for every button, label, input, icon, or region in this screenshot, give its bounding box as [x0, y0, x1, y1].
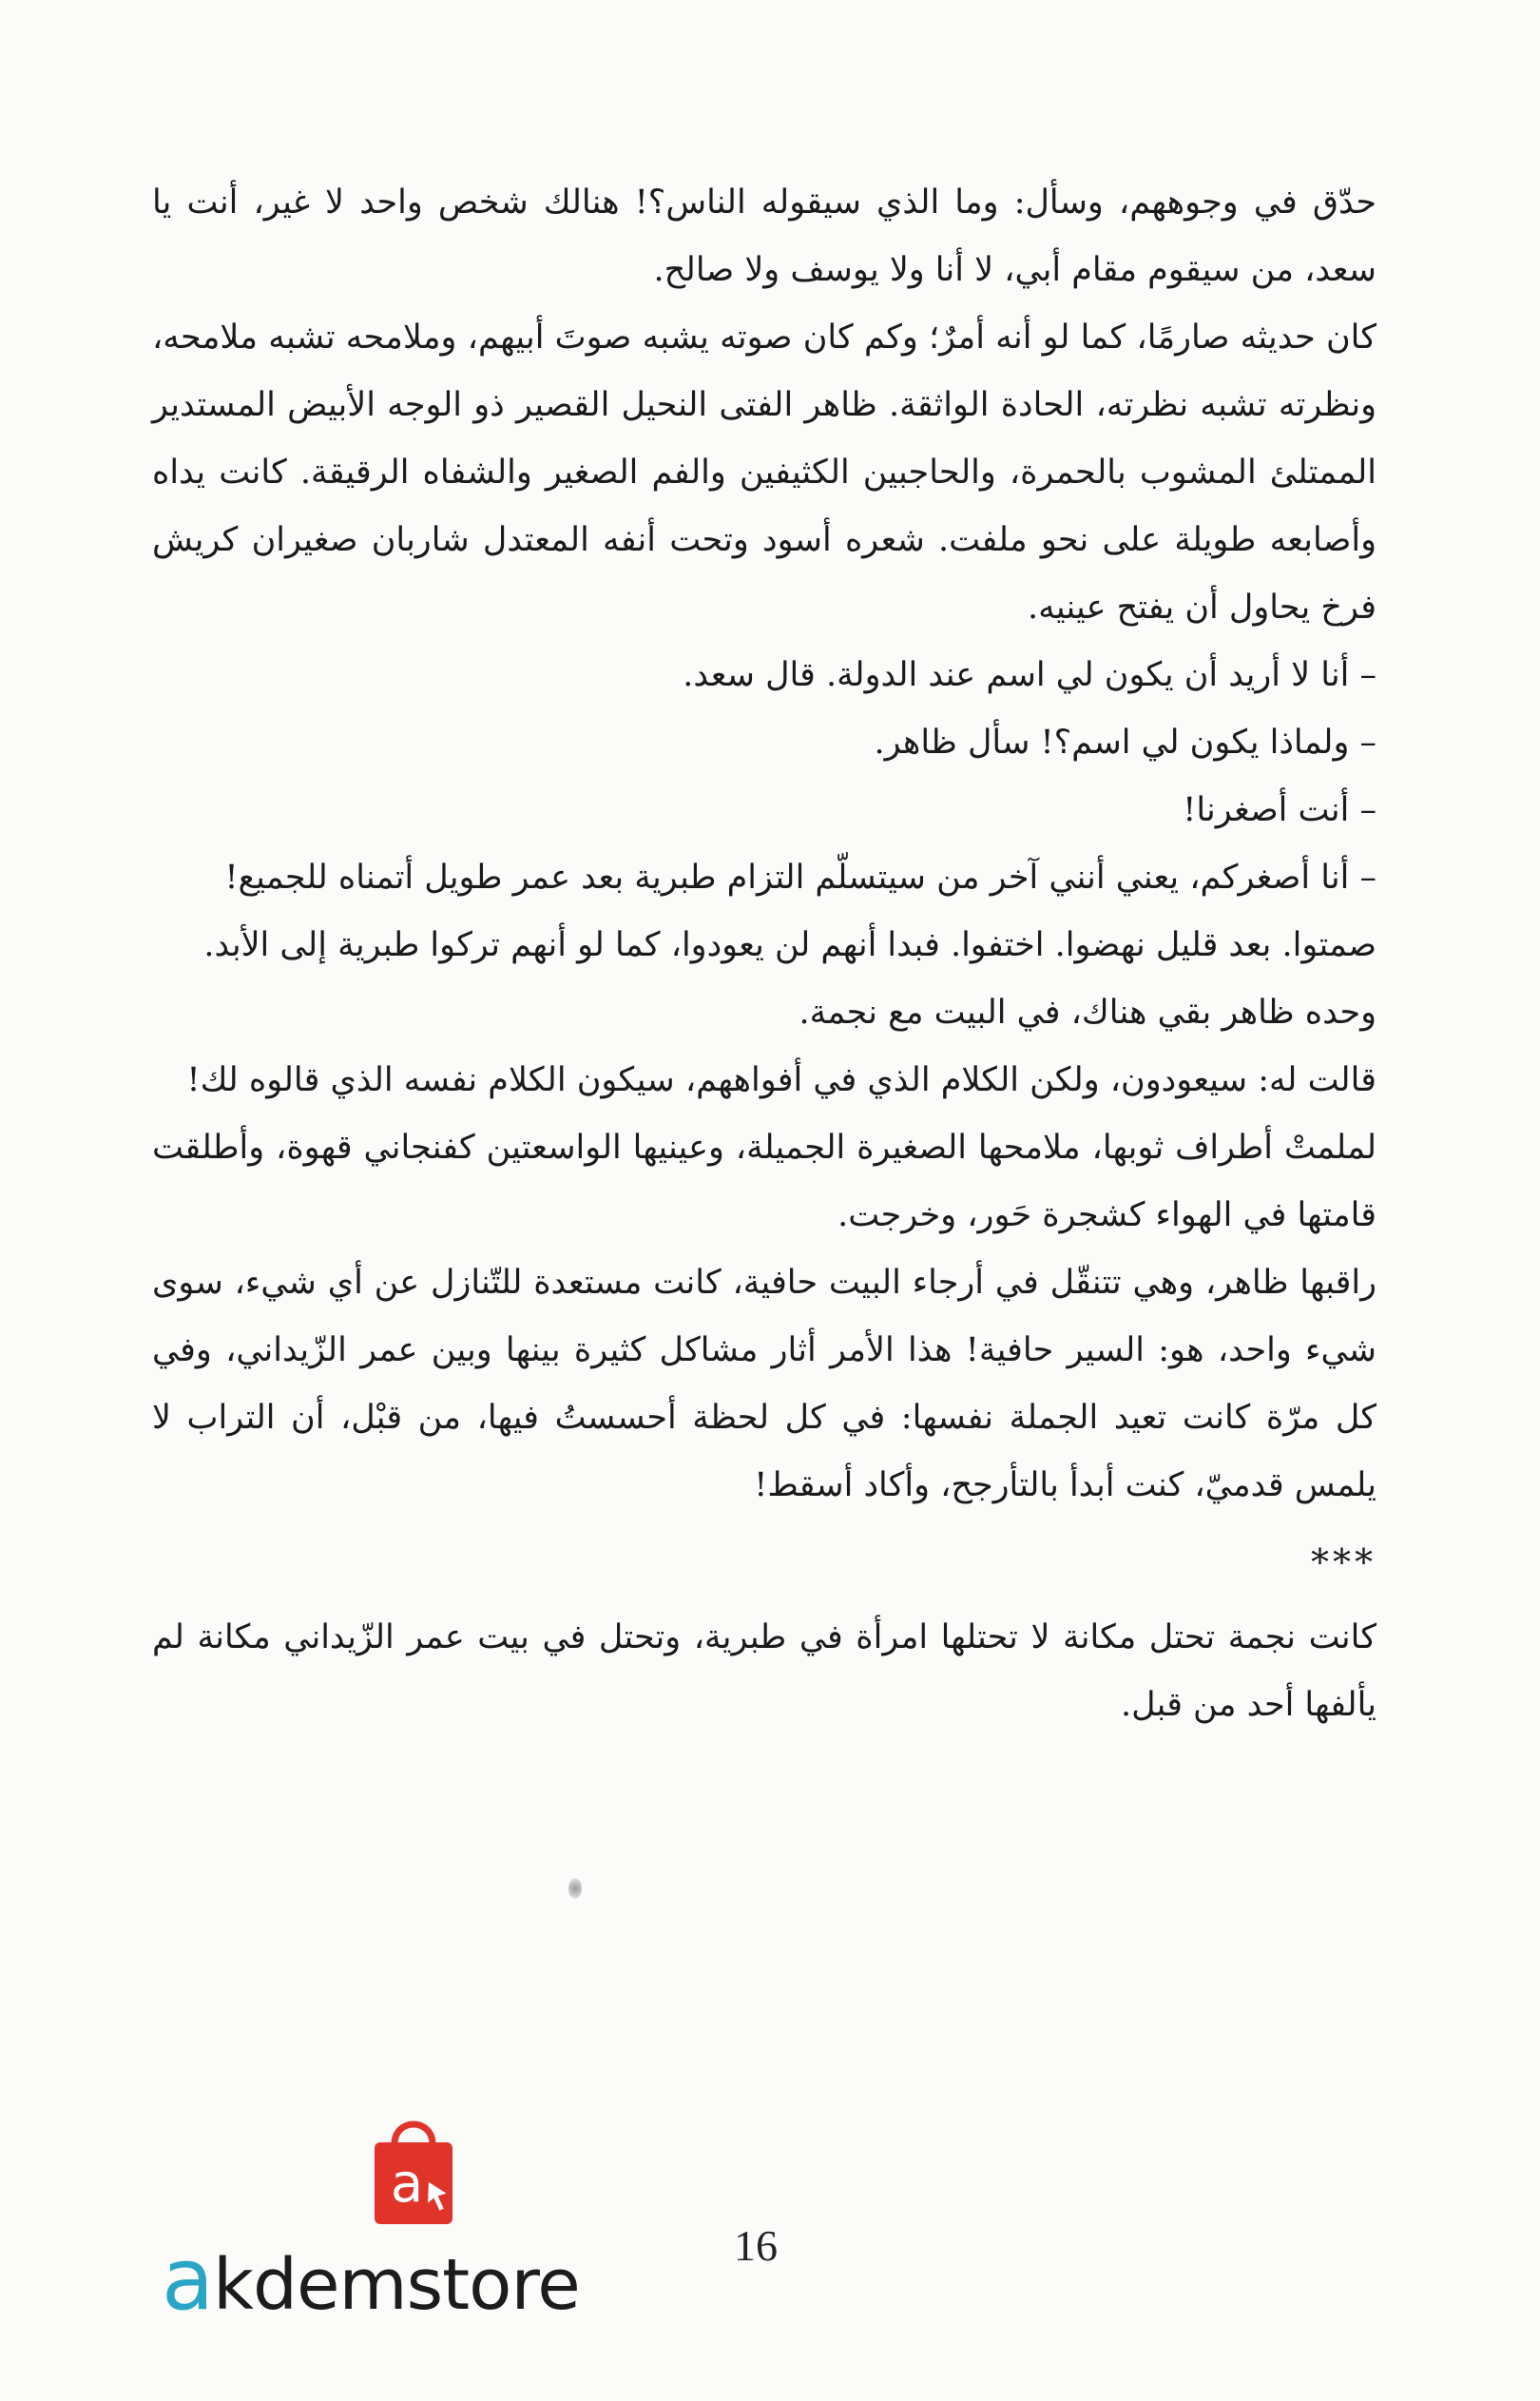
paragraph: صمتوا. بعد قليل نهضوا. اختفوا. فبدا أنهم لن يعودوا، كما لو أنهم تركوا طبرية إلى الأبد.: [203, 926, 1376, 964]
paragraph: كانت نجمة تحتل مكانة لا تحتلها امرأة في طبرية، وتحتل في بيت عمر الزّيداني مكانة لم يألفها أحد من قبل.: [152, 1618, 1376, 1724]
paragraph: راقبها ظاهر، وهي تتنقّل في أرجاء البيت حافية، كانت مستعدة للتّنازل عن أي شيء، سوى شيء واحد، هو: السير حافية! هذا الأمر أثار مشاكل كثيرة بينها وبين عمر الزّيداني، وفي كل مرّة كانت تعيد الجملة نفسها: في كل لحظة أحسستُ فيها، من قبْل، أن التراب لا يلمس قدميّ، كنت أبدأ بالتأرجح، وأكاد أسقط!: [152, 1264, 1376, 1504]
paragraph: لملمتْ أطراف ثوبها، ملامحها الصغيرة الجميلة، وعينيها الواسعتين كفنجاني قهوة، وأطلقت قامتها في الهواء كشجرة حَور، وخرجت.: [152, 1129, 1376, 1234]
page-number: 16: [734, 2221, 778, 2270]
shopping-bag-icon: [361, 2106, 466, 2230]
logo-accent-letter: a: [162, 2230, 214, 2330]
section-separator: ***: [1311, 1541, 1376, 1583]
dialogue-line: – أنا لا أريد أن يكون لي اسم عند الدولة. قال سعد.: [683, 656, 1376, 694]
paragraph: كان حديثه صارمًا، كما لو أنه أمرٌ؛ وكم كان صوته يشبه صوتَ أبيهم، وملامحه تشبه ملامحه، ونظرته تشبه نظرته، الحادة الواثقة. ظاهر الفتى النحيل القصير ذو الوجه الأبيض المستدير الممتلئ المشوب بالحمرة، والحاجبين الكثيفين والفم الصغير والشفاه الرقيقة. كانت يداه وأصابعه طويلة على نحو ملفت. شعره أسود وتحت أنفه المعتدل شاربان صغيران كريش فرخ يحاول أن يفتح عينيه.: [152, 319, 1376, 627]
dialogue-line: – أنت أصغرنا!: [1183, 791, 1376, 829]
store-logo: [162, 2097, 827, 2330]
dialogue-line: – ولماذا يكون لي اسم؟! سأل ظاهر.: [874, 724, 1376, 762]
logo-wordmark: kdemstore: [213, 2244, 580, 2326]
paper-smudge: [568, 1878, 582, 1899]
page-body-text: [152, 169, 1376, 1739]
paragraph: وحده ظاهر بقي هناك، في البيت مع نجمة.: [799, 994, 1376, 1032]
paragraph: حدّق في وجوههم، وسأل: وما الذي سيقوله الناس؟! هنالك شخص واحد لا غير، أنت يا سعد، من سيقوم مقام أبي، لا أنا ولا يوسف ولا صالح.: [152, 184, 1376, 289]
svg-text:a: a: [390, 2153, 424, 2215]
dialogue-line: – أنا أصغركم، يعني أنني آخر من سيتسلّم التزام طبرية بعد عمر طويل أتمناه للجميع!: [224, 859, 1376, 897]
store-logo-text: [162, 2230, 580, 2330]
paragraph: قالت له: سيعودون، ولكن الكلام الذي في أفواههم، سيكون الكلام نفسه الذي قالوه لك!: [186, 1061, 1376, 1099]
